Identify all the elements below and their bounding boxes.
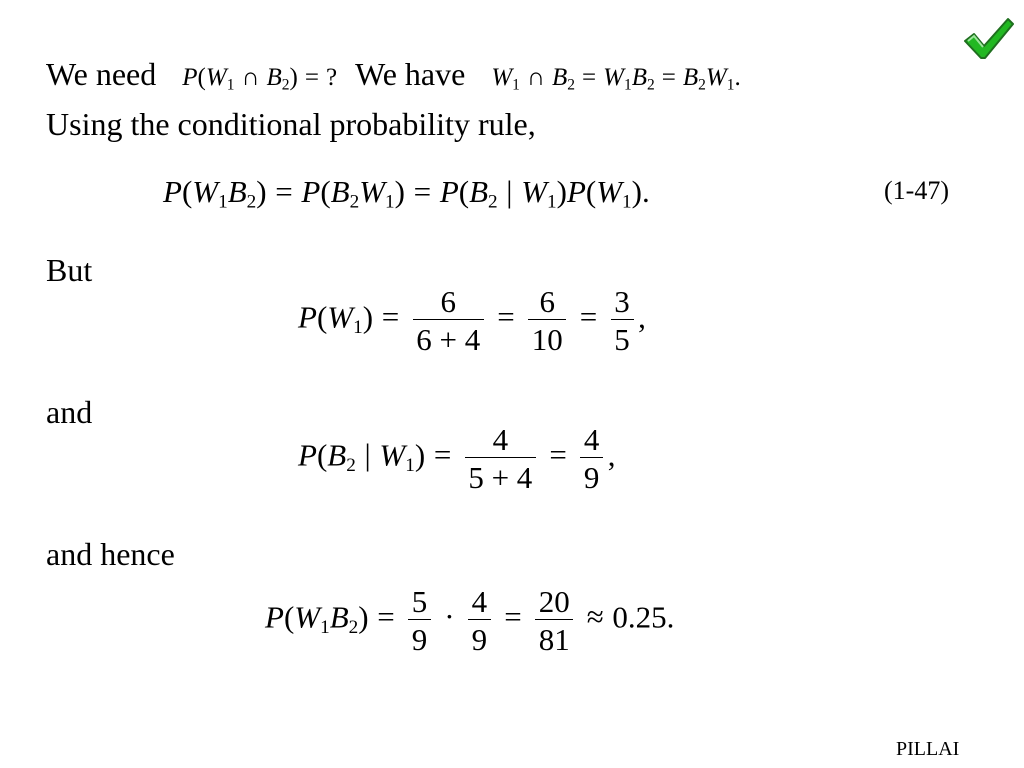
footer-author: PILLAI <box>896 738 960 760</box>
checkmark-icon <box>962 16 1014 62</box>
and-hence-label: and hence <box>46 536 175 572</box>
fraction: $\frac{20}{81}$ <box>535 586 573 655</box>
but-label: But <box>46 252 93 288</box>
fraction: $\frac{6}{10}$ <box>528 286 566 355</box>
we-need-expression: $P(W_1$ ∩ $B_2$) = ? <box>182 64 338 94</box>
fraction: $\frac{4}{9}$ <box>468 586 491 655</box>
equation-p-b2-given-w1: $P(B_2$ | $W_1$) = $\frac{4}{5 + 4}$ = $\frac{4}{9}$ , <box>298 422 616 495</box>
fraction: $\frac{4}{9}$ <box>580 424 603 493</box>
equation-number: (1-47) <box>884 176 949 205</box>
equation-1-47: $P(W_1B_2) = P(B_2W_1) = P(B_2$ | $W_1)P(W_1)$. <box>163 174 650 213</box>
we-need-label: We need <box>46 56 157 92</box>
and-label: and <box>46 394 93 430</box>
fraction: $\frac{4}{5 + 4}$ <box>465 424 536 493</box>
we-have-label: We have <box>355 56 466 92</box>
intro-line-1 <box>46 56 741 94</box>
fraction: $\frac{3}{5}$ <box>611 286 634 355</box>
fraction: $\frac{6}{6 + 4}$ <box>413 286 484 355</box>
fraction: $\frac{5}{9}$ <box>408 586 431 655</box>
equation-p-w1: $P(W_1)$ = $\frac{6}{6 + 4}$ = $\frac{6}{10}$ = $\frac{3}{5}$ , <box>298 284 646 357</box>
intro-line-2: Using the conditional probability rule, <box>46 106 536 142</box>
equation-result: $P(W_1B_2)$ = $\frac{5}{9}$ · $\frac{4}{9}$ = $\frac{20}{81}$ ≈ 0.25. <box>265 584 675 657</box>
we-have-expression: $W_1$ ∩ $B_2 = W_1B_2 = B_2W_1$. <box>491 64 741 94</box>
